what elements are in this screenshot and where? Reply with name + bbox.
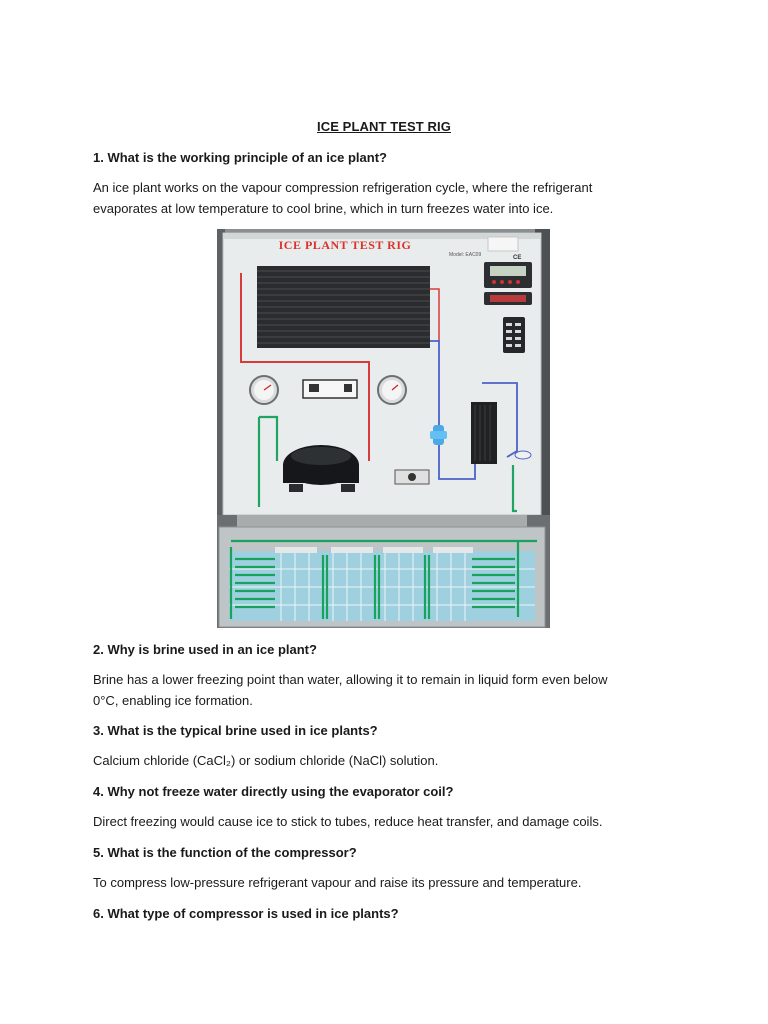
ce-mark: CE bbox=[513, 255, 522, 261]
controller-display bbox=[490, 266, 526, 276]
brand-logo bbox=[488, 237, 518, 251]
answer-1-line-2: evaporates at low temperature to cool brine, which in turn freezes water into ice. bbox=[93, 201, 554, 216]
answer-5-line-1: To compress low-pressure refrigerant vapour and raise its pressure and temperature. bbox=[93, 875, 582, 890]
answer-3-line-1: Calcium chloride (CaCl₂) or sodium chloride (NaCl) solution. bbox=[93, 753, 439, 768]
panel-model-label: Model: EAC09 bbox=[449, 252, 482, 258]
ice-plant-rig-photo bbox=[217, 229, 550, 628]
answer-1 bbox=[93, 177, 683, 219]
selector-keypad bbox=[503, 317, 525, 353]
answer-4-line-1: Direct freezing would cause ice to stick to tubes, reduce heat transfer, and damage coils. bbox=[93, 814, 603, 829]
brine-water bbox=[229, 551, 535, 621]
answer-2-line-1: Brine has a lower freezing point than water, allowing it to remain in liquid form even below bbox=[93, 672, 608, 687]
document-title: ICE PLANT TEST RIG bbox=[317, 119, 451, 134]
answer-2-line-2: 0°C, enabling ice formation. bbox=[93, 693, 253, 708]
rig-illustration bbox=[217, 229, 550, 628]
question-5: 5. What is the function of the compressor? bbox=[93, 845, 357, 860]
answer-3 bbox=[93, 750, 683, 771]
answer-4 bbox=[93, 811, 683, 832]
question-3: 3. What is the typical brine used in ice plants? bbox=[93, 723, 378, 738]
question-6: 6. What type of compressor is used in ice plants? bbox=[93, 906, 399, 921]
answer-1-line-1: An ice plant works on the vapour compression refrigeration cycle, where the refrigerant bbox=[93, 180, 593, 195]
answer-2 bbox=[93, 669, 683, 711]
question-4: 4. Why not freeze water directly using the evaporator coil? bbox=[93, 784, 454, 799]
panel-heading: ICE PLANT TEST RIG bbox=[278, 238, 412, 252]
question-1: 1. What is the working principle of an ice plant? bbox=[93, 150, 387, 165]
question-2: 2. Why is brine used in an ice plant? bbox=[93, 642, 317, 657]
expansion-valve bbox=[515, 451, 531, 459]
answer-5 bbox=[93, 872, 683, 893]
